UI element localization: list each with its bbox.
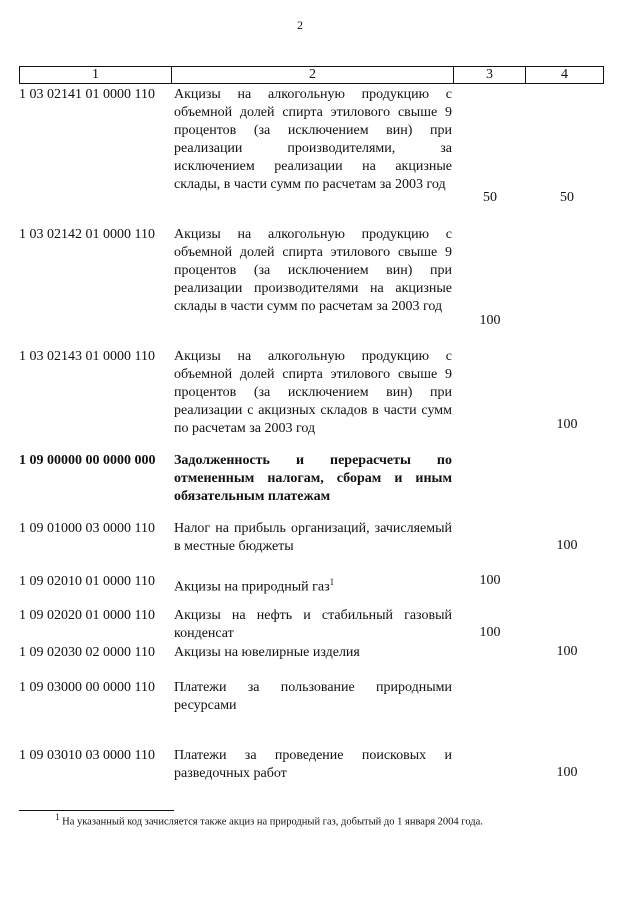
row-code: 1 09 02010 01 0000 110: [19, 574, 155, 589]
footnote: [55, 812, 483, 828]
row-code: 1 09 00000 00 0000 000: [19, 453, 156, 468]
row-code: 1 09 01000 03 0000 110: [19, 521, 155, 536]
row-code: 1 03 02142 01 0000 110: [19, 227, 155, 242]
row-description: Акцизы на алкогольную продукцию с объемной долей спирта этилового свыше 9 процентов (за исключением вин) при реализации производителями на акцизные склады в части сумм по расчетам за 2003 год: [174, 227, 452, 314]
row-description: Задолженность и перерасчеты по отмененным налогам, сборам и иным обязательным платежам: [174, 453, 452, 504]
footnote-number: 1: [55, 812, 60, 822]
row-code: 1 09 03000 00 0000 110: [19, 680, 155, 695]
footnote-text: На указанный код зачисляется также акциз на природный газ, добытый до 1 января 2004 года.: [62, 816, 483, 828]
footnote-mark: 1: [329, 577, 335, 587]
row-col3: 100: [479, 573, 501, 588]
row-description: Платежи за проведение поисковых и разведочных работ: [174, 748, 452, 781]
row-col4: 50: [560, 190, 574, 205]
page-number: 2: [297, 18, 303, 32]
header-col-1: 1: [20, 67, 172, 84]
row-code: 1 03 02141 01 0000 110: [19, 87, 155, 102]
row-code: 1 09 03010 03 0000 110: [19, 748, 155, 763]
row-code: 1 03 02143 01 0000 110: [19, 349, 155, 364]
row-col4: 100: [556, 417, 578, 432]
row-description: Налог на прибыль организаций, зачисляемый в местные бюджеты: [174, 521, 452, 554]
row-col3: 100: [479, 625, 501, 640]
row-col3: 50: [483, 190, 497, 205]
row-description: Акцизы на ювелирные изделия: [174, 645, 360, 660]
row-description: Акцизы на алкогольную продукцию с объемной долей спирта этилового свыше 9 процентов (за исключением вин) при реализации производителями, за исключением реализации на акцизные склады, в части сумм по расчетам за 2003 год: [174, 87, 452, 192]
row-description: Акцизы на нефть и стабильный газовый конденсат: [174, 608, 452, 641]
header-col-4: 4: [526, 67, 604, 84]
row-col3: 100: [479, 313, 501, 328]
row-code: 1 09 02020 01 0000 110: [19, 608, 155, 623]
row-code: 1 09 02030 02 0000 110: [19, 645, 155, 660]
row-description: Платежи за пользование природными ресурсами: [174, 680, 452, 713]
header-col-3: 3: [454, 67, 526, 84]
row-description: Акцизы на природный газ$^1$: [174, 577, 335, 595]
row-description: Акцизы на алкогольную продукцию с объемной долей спирта этилового свыше 9 процентов (за исключением вин) при реализации с акцизных складов в части сумм по расчетам за 2003 год: [174, 349, 452, 436]
footnote-divider: [19, 810, 174, 811]
table-header: [19, 66, 604, 84]
header-col-2: 2: [172, 67, 454, 84]
row-col4: 100: [556, 538, 578, 553]
row-col4: 100: [556, 644, 578, 659]
row-col4: 100: [556, 765, 578, 780]
